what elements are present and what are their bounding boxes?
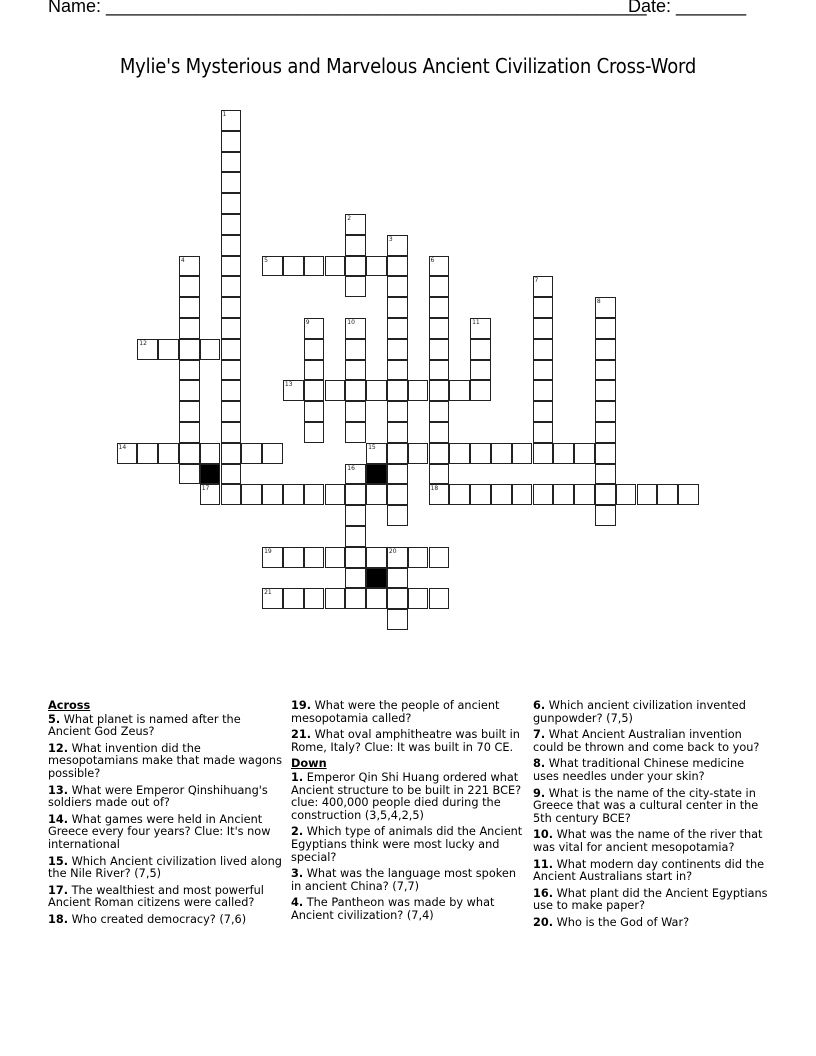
grid-cell[interactable] — [304, 422, 325, 443]
clue-down-4: 4. The Pantheon was made by what Ancient civilization? (7,4) — [291, 896, 495, 922]
grid-cell[interactable] — [387, 609, 408, 630]
grid-cell[interactable] — [345, 256, 366, 277]
grid-cell[interactable] — [179, 276, 200, 297]
grid-cell[interactable] — [345, 422, 366, 443]
clue-number: 7 — [534, 277, 539, 285]
grid-cell[interactable] — [429, 464, 450, 485]
clue-across-19: 19. What were the people of ancient mesopotamia called? — [291, 699, 500, 725]
grid-cell[interactable] — [262, 443, 283, 464]
grid-cell[interactable] — [387, 568, 408, 589]
clue-down-3: 3. What was the language most spoken in ancient China? (7,7) — [291, 867, 517, 893]
grid-cell[interactable] — [221, 214, 242, 235]
clue-down-2: 2. Which type of animals did the Ancient Egyptians think were most lucky and special? — [291, 825, 523, 864]
grid-cell[interactable] — [241, 484, 262, 505]
grid-cell[interactable] — [200, 443, 221, 464]
grid-cell[interactable] — [345, 214, 366, 235]
grid-cell[interactable] — [553, 443, 574, 464]
clues-column-2 — [291, 700, 527, 927]
grid-cell[interactable] — [470, 360, 491, 381]
grid-cell[interactable] — [449, 484, 470, 505]
clue-number: 20 — [388, 547, 397, 555]
grid-cell[interactable] — [158, 339, 179, 360]
clue-across-12: 12. What invention did the mesopotamians make that made wagons possible? — [48, 741, 282, 780]
grid-cell[interactable] — [325, 547, 346, 568]
grid-cell[interactable] — [345, 235, 366, 256]
grid-cell[interactable] — [304, 588, 325, 609]
grid-cell[interactable] — [387, 422, 408, 443]
grid-cell[interactable] — [366, 547, 387, 568]
grid-cell[interactable] — [345, 464, 366, 485]
grid-cell[interactable] — [408, 443, 429, 464]
grid-cell[interactable] — [221, 443, 242, 464]
grid-cell[interactable] — [221, 297, 242, 318]
grid-cell[interactable] — [408, 380, 429, 401]
grid-cell[interactable] — [221, 110, 242, 131]
grid-cell[interactable] — [304, 401, 325, 422]
grid-cell[interactable] — [533, 339, 554, 360]
grid-cell[interactable] — [429, 297, 450, 318]
grid-cell[interactable] — [512, 443, 533, 464]
grid-cell[interactable] — [387, 339, 408, 360]
grid-cell[interactable] — [345, 588, 366, 609]
grid-cell[interactable] — [304, 339, 325, 360]
grid-cell[interactable] — [574, 484, 595, 505]
grid-cell[interactable] — [429, 360, 450, 381]
grid-cell[interactable] — [241, 443, 262, 464]
grid-cell[interactable] — [408, 547, 429, 568]
grid-cell[interactable] — [345, 401, 366, 422]
grid-cell[interactable] — [429, 256, 450, 277]
clue-number: 9 — [305, 319, 310, 326]
grid-cell[interactable] — [491, 484, 512, 505]
grid-cell[interactable] — [179, 256, 200, 277]
grid-cell[interactable] — [595, 484, 616, 505]
grid-cell[interactable] — [429, 380, 450, 401]
grid-cell[interactable] — [387, 297, 408, 318]
clue-number: 3 — [388, 235, 393, 243]
clue-number: 16 — [347, 464, 355, 472]
grid-cell[interactable] — [200, 339, 221, 360]
date-field-label: Date: _______ — [628, 0, 747, 16]
grid-cell[interactable] — [262, 484, 283, 505]
clue-number: 18 — [430, 485, 439, 493]
grid-cell[interactable] — [533, 276, 554, 297]
grid-cell[interactable] — [387, 464, 408, 485]
grid-cell[interactable] — [262, 256, 283, 277]
clue-down-6: 6. Which ancient civilization invented gunpowder? (7,5) — [533, 699, 746, 725]
grid-cell[interactable] — [657, 484, 678, 505]
grid-cell[interactable] — [283, 547, 304, 568]
name-field-label: Name: ______________________________________________________ — [48, 0, 647, 16]
grid-cell[interactable] — [179, 443, 200, 464]
grid-cell[interactable] — [345, 547, 366, 568]
grid-cell[interactable] — [533, 360, 554, 381]
clue-number: 8 — [596, 298, 601, 306]
grid-cell[interactable] — [449, 380, 470, 401]
grid-cell[interactable] — [221, 422, 242, 443]
clue-across-15: 15. Which Ancient civilization lived along the Nile River? (7,5) — [48, 854, 282, 881]
clue-number: 4 — [180, 256, 185, 264]
clue-number: 14 — [118, 443, 127, 451]
grid-cell[interactable] — [429, 422, 450, 443]
grid-cell[interactable] — [595, 360, 616, 381]
grid-cell[interactable] — [533, 443, 554, 464]
grid-cell[interactable] — [387, 276, 408, 297]
clue-number: 21 — [264, 589, 272, 597]
grid-cell[interactable] — [429, 547, 450, 568]
clue-down-16: 16. What plant did the Ancient Egyptians use to make paper? — [533, 886, 768, 913]
clue-number: 5 — [264, 256, 268, 264]
grid-cell[interactable] — [283, 380, 304, 401]
clue-across-14: 14. What games were held in Ancient Greece every four years? Clue: It's now international — [48, 812, 271, 851]
grid-cell[interactable] — [137, 443, 158, 464]
grid-cell[interactable] — [429, 276, 450, 297]
grid-cell[interactable] — [533, 297, 554, 318]
grid-cell[interactable] — [221, 256, 242, 277]
grid-cell[interactable] — [221, 318, 242, 339]
grid-cell[interactable] — [345, 318, 366, 339]
crossword-grid — [117, 110, 717, 650]
grid-cell[interactable] — [345, 276, 366, 297]
grid-cell[interactable] — [387, 443, 408, 464]
clues-column-1 — [48, 700, 284, 931]
grid-cell[interactable] — [221, 193, 242, 214]
grid-cell[interactable] — [283, 588, 304, 609]
grid-cell[interactable] — [345, 526, 366, 547]
grid-cell[interactable] — [158, 443, 179, 464]
grid-cell[interactable] — [637, 484, 658, 505]
grid-cell[interactable] — [553, 484, 574, 505]
grid-cell[interactable] — [678, 484, 699, 505]
grid-cell[interactable] — [304, 318, 325, 339]
grid-cell[interactable] — [595, 380, 616, 401]
grid-cell[interactable] — [387, 547, 408, 568]
grid-cell[interactable] — [595, 422, 616, 443]
grid-cell[interactable] — [387, 484, 408, 505]
black-cell — [200, 464, 221, 485]
grid-cell[interactable] — [366, 443, 387, 464]
grid-cell[interactable] — [221, 131, 242, 152]
grid-cell[interactable] — [117, 443, 138, 464]
grid-cell[interactable] — [387, 588, 408, 609]
grid-cell[interactable] — [262, 588, 283, 609]
grid-cell[interactable] — [595, 401, 616, 422]
grid-cell[interactable] — [533, 380, 554, 401]
clue-down-20: 20. Who is the God of War? — [533, 915, 690, 929]
clue-number: 17 — [201, 485, 210, 493]
grid-cell[interactable] — [595, 443, 616, 464]
grid-cell[interactable] — [387, 401, 408, 422]
grid-cell[interactable] — [345, 380, 366, 401]
grid-cell[interactable] — [595, 464, 616, 485]
grid-cell[interactable] — [429, 443, 450, 464]
grid-cell[interactable] — [574, 443, 595, 464]
grid-cell[interactable] — [283, 484, 304, 505]
grid-cell[interactable] — [325, 256, 346, 277]
grid-cell[interactable] — [137, 339, 158, 360]
grid-cell[interactable] — [449, 443, 470, 464]
grid-cell[interactable] — [179, 422, 200, 443]
clue-number: 19 — [264, 547, 272, 555]
grid-cell[interactable] — [470, 318, 491, 339]
grid-cell[interactable] — [512, 484, 533, 505]
grid-cell[interactable] — [179, 318, 200, 339]
grid-cell[interactable] — [179, 464, 200, 485]
grid-cell[interactable] — [304, 256, 325, 277]
grid-cell[interactable] — [533, 484, 554, 505]
grid-cell[interactable] — [387, 360, 408, 381]
clue-down-8: 8. What traditional Chinese medicine uses needles under your skin? — [533, 757, 745, 783]
clue-down-11: 11. What modern day continents did the Ancient Australians start in? — [533, 857, 765, 884]
header — [48, 0, 747, 17]
grid-cell[interactable] — [366, 380, 387, 401]
grid-cell[interactable] — [470, 339, 491, 360]
grid-cell[interactable] — [429, 318, 450, 339]
grid-cell[interactable] — [470, 380, 491, 401]
grid-cell[interactable] — [325, 588, 346, 609]
clue-down-7: 7. What Ancient Australian invention could be thrown and come back to you? — [533, 728, 760, 754]
grid-cell[interactable] — [179, 339, 200, 360]
grid-cell[interactable] — [221, 235, 242, 256]
grid-cell[interactable] — [533, 318, 554, 339]
across-heading: Across — [48, 699, 91, 712]
grid-cell[interactable] — [325, 484, 346, 505]
page-title: Mylie's Mysterious and Marvelous Ancient Civilization Cross-Word — [119, 54, 697, 78]
grid-cell[interactable] — [429, 588, 450, 609]
grid-cell[interactable] — [366, 588, 387, 609]
clue-number: 12 — [139, 339, 147, 347]
grid-cell[interactable] — [221, 484, 242, 505]
grid-cell[interactable] — [262, 547, 283, 568]
grid-cell[interactable] — [304, 360, 325, 381]
grid-cell[interactable] — [221, 276, 242, 297]
clues-column-3 — [533, 700, 773, 934]
grid-cell[interactable] — [429, 484, 450, 505]
clue-across-13: 13. What were Emperor Qinshihuang's soldiers made out of? — [48, 783, 268, 810]
grid-cell[interactable] — [595, 297, 616, 318]
grid-cell[interactable] — [325, 380, 346, 401]
grid-cell[interactable] — [387, 505, 408, 526]
grid-cell[interactable] — [387, 318, 408, 339]
grid-cell[interactable] — [221, 401, 242, 422]
clue-number: 11 — [472, 319, 480, 326]
grid-cell[interactable] — [221, 152, 242, 173]
grid-cell[interactable] — [221, 380, 242, 401]
black-cell — [366, 568, 387, 589]
clue-number: 15 — [368, 443, 376, 451]
grid-cell[interactable] — [345, 484, 366, 505]
clue-across-5: 5. What planet is named after the Ancient God Zeus? — [48, 712, 241, 739]
clue-number: 13 — [284, 381, 293, 389]
grid-cell[interactable] — [345, 505, 366, 526]
grid-cell[interactable] — [283, 256, 304, 277]
grid-cell[interactable] — [470, 484, 491, 505]
grid-cell[interactable] — [179, 297, 200, 318]
grid-cell[interactable] — [387, 380, 408, 401]
grid-cell[interactable] — [345, 568, 366, 589]
grid-cell[interactable] — [429, 401, 450, 422]
black-cell — [366, 464, 387, 485]
grid-cell[interactable] — [533, 422, 554, 443]
grid-cell[interactable] — [387, 256, 408, 277]
clue-down-1: 1. Emperor Qin Shi Huang ordered what Ancient structure to be built in 221 BCE? clue: 400,000 people died during the construction (3,5,4,2,5) — [291, 770, 522, 822]
grid-cell[interactable] — [221, 464, 242, 485]
grid-cell[interactable] — [200, 484, 221, 505]
grid-cell[interactable] — [533, 401, 554, 422]
grid-cell[interactable] — [491, 443, 512, 464]
grid-cell[interactable] — [429, 339, 450, 360]
grid-cell[interactable] — [595, 339, 616, 360]
clue-down-10: 10. What was the name of the river that was vital for ancient mesopotamia? — [533, 828, 763, 854]
grid-cell[interactable] — [595, 505, 616, 526]
clue-across-21: 21. What oval amphitheatre was built in Rome, Italy? Clue: It was built in 70 CE. — [291, 728, 520, 754]
clue-down-9: 9. What is the name of the city-state in Greece that was a cultural center in the 5th century BCE? — [533, 786, 759, 825]
grid-cell[interactable] — [179, 360, 200, 381]
grid-cell[interactable] — [221, 172, 242, 193]
grid-cell[interactable] — [616, 484, 637, 505]
grid-cell[interactable] — [221, 339, 242, 360]
grid-cell[interactable] — [387, 235, 408, 256]
clue-number: 10 — [347, 319, 355, 326]
grid-cell[interactable] — [595, 318, 616, 339]
clue-number: 1 — [222, 111, 227, 118]
down-heading: Down — [291, 757, 327, 771]
grid-cell[interactable] — [179, 380, 200, 401]
grid-cell[interactable] — [470, 443, 491, 464]
grid-cell[interactable] — [366, 484, 387, 505]
grid-cell[interactable] — [179, 401, 200, 422]
grid-cell[interactable] — [345, 360, 366, 381]
grid-cell[interactable] — [345, 339, 366, 360]
grid-cell[interactable] — [408, 588, 429, 609]
grid-cell[interactable] — [221, 360, 242, 381]
clue-number: 6 — [430, 256, 435, 264]
grid-cell[interactable] — [304, 380, 325, 401]
clue-across-18: 18. Who created democracy? (7,6) — [48, 912, 247, 926]
grid-cell[interactable] — [304, 484, 325, 505]
clue-across-17: 17. The wealthiest and most powerful Ancient Roman citizens were called? — [48, 883, 264, 910]
grid-cell[interactable] — [366, 256, 387, 277]
grid-cell[interactable] — [304, 547, 325, 568]
clue-number: 2 — [347, 215, 352, 222]
